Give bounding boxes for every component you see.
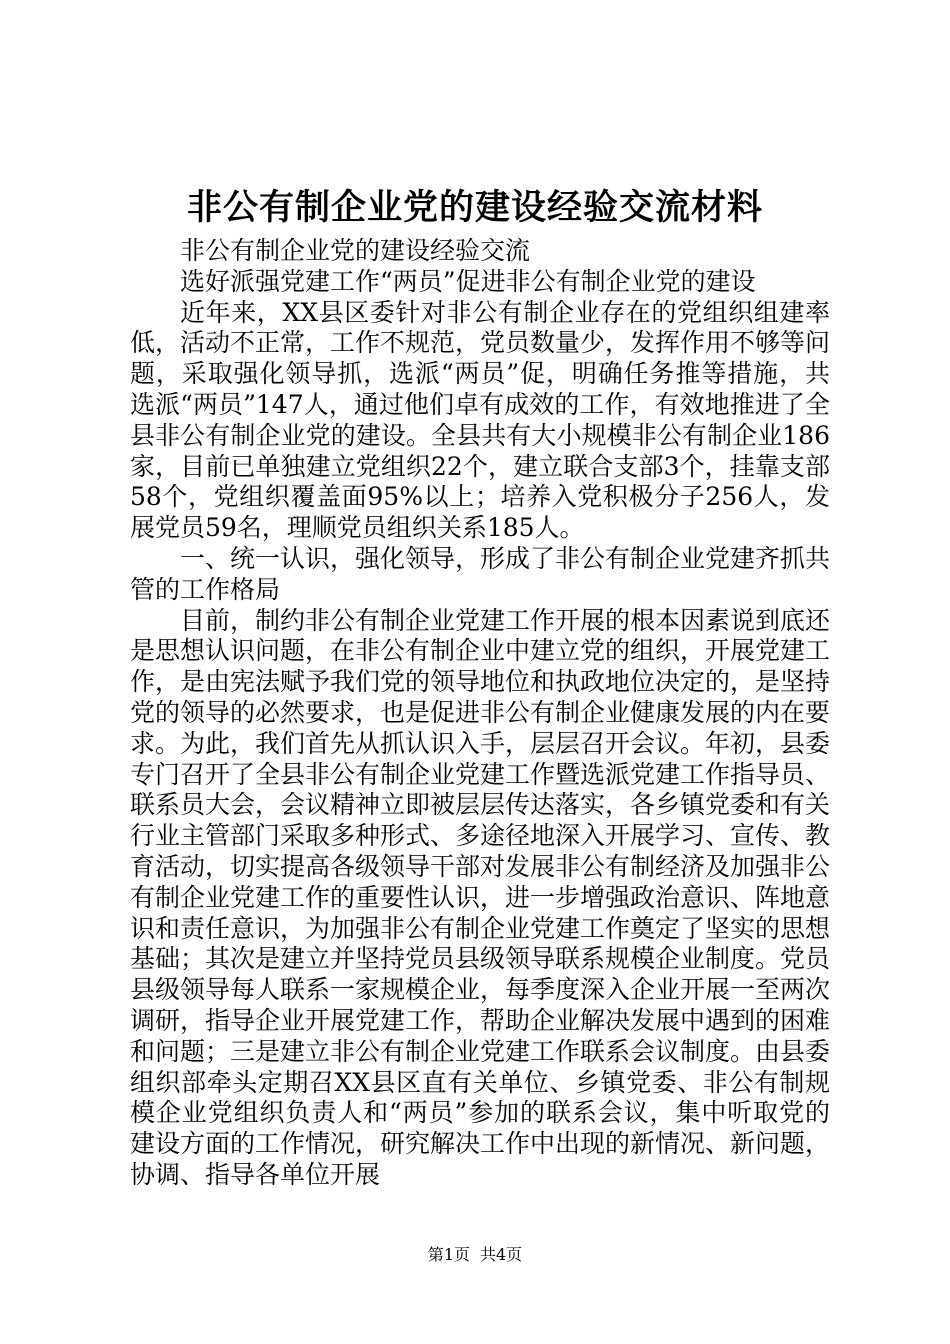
- subtitle-line: 非公有制企业党的建设经验交流: [180, 236, 531, 265]
- body-paragraph: 近年来，XX县区委针对非公有制企业存在的党组织组建率低，活动不正常，工作不规范，党员数量少，发挥作用不够等问题，采取强化领导抓，选派“两员”促，明确任务推等措施，共选派“两员”147人，通过他们卓有成效的工作，有效地推进了全县非公有制企业党的建设。全县共有大小规模非公有制企业186家，目前已单独建立党组织22个，建立联合支部3个，挂靠支部58个，党组织覆盖面95%以上；培养入党积极分子256人，发展党员59名，理顺党员组织关系185人。: [130, 297, 831, 543]
- document-body: [130, 236, 830, 1191]
- page-total: 共4页: [480, 1245, 523, 1264]
- section-heading: 一、统一认识，强化领导，形成了非公有制企业党建齐抓共管的工作格局: [130, 543, 831, 604]
- document-title: 非公有制企业党的建设经验交流材料: [186, 187, 763, 228]
- section-heading: 选好派强党建工作“两员”促进非公有制企业党的建设: [180, 266, 756, 296]
- page-footer: [0, 1244, 950, 1266]
- page-number: 第1页: [427, 1245, 470, 1264]
- body-paragraph: 目前，制约非公有制企业党建工作开展的根本因素说到底还是思想认识问题，在非公有制企业中建立党的组织，开展党建工作，是由宪法赋予我们党的领导地位和执政地位决定的，是坚持党的领导的必然要求，也是促进非公有制企业健康发展的内在要求。为此，我们首先从抓认识入手，层层召开会议。年初，县委专门召开了全县非公有制企业党建工作暨选派党建工作指导员、联系员大会，会议精神立即被层层传达落实，各乡镇党委和有关行业主管部门采取多种形式、多途径地深入开展学习、宣传、教育活动，切实提高各级领导干部对发展非公有制经济及加强非公有制企业党建工作的重要性认识，进一步增强政治意识、阵地意识和责任意识，为加强非公有制企业党建工作奠定了坚实的思想基础；其次是建立并坚持党员县级领导联系规模企业制度。党员县级领导每人联系一家规模企业，每季度深入企业开展一至两次调研，指导企业开展党建工作，帮助企业解决发展中遇到的困难和问题；三是建立非公有制企业党建工作联系会议制度。由县委组织部牵头定期召XX县区直有关单位、乡镇党委、非公有制规模企业党组织负责人和“两员”参加的联系会议，集中听取党的建设方面的工作情况，研究解决工作中出现的新情况、新问题，协调、指导各单位开展: [130, 605, 831, 1189]
